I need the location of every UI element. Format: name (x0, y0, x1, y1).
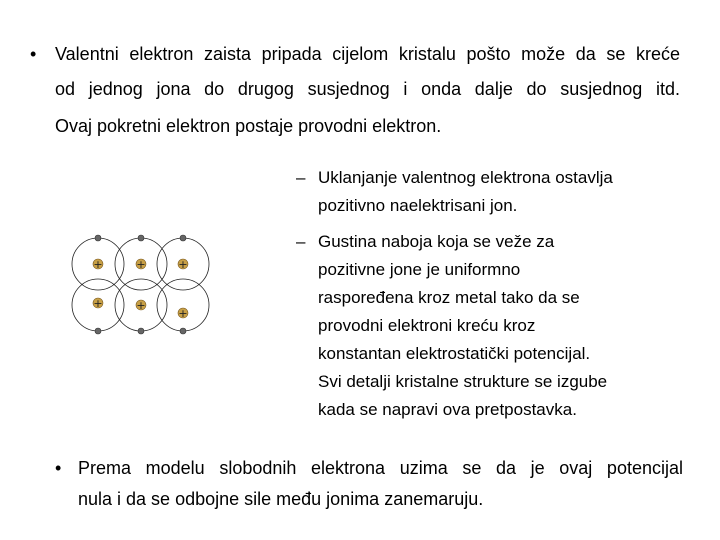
sub2-line3: raspoređena kroz metal tako da se (318, 288, 580, 307)
sub2-line4: provodni elektroni kreću kroz (318, 316, 536, 335)
sub2-line1: Gustina naboja koja se veže za (318, 232, 555, 251)
ion-plus-sign: + (136, 299, 146, 312)
bullet-marker: • (55, 458, 62, 478)
sub1-line1: Uklanjanje valentnog elektrona ostavlja (318, 168, 613, 187)
bullet1-line3: Ovaj pokretni elektron postaje provodni elektron. (55, 116, 442, 136)
bullet1-line1: Valentni elektron zaista pripada cijelom kristalu pošto može da se kreće (55, 44, 680, 64)
sub2-line7: kada se napravi ova pretpostavka. (318, 400, 577, 419)
ion-plus-sign: + (136, 258, 146, 271)
ion-plus-sign: + (178, 307, 188, 320)
electron-dot (180, 328, 186, 334)
electron-dot (95, 328, 101, 334)
ion-plus-sign: + (178, 258, 188, 271)
sub2-line2: pozitivne jone je uniformno (318, 260, 521, 279)
bullet2-line1: Prema modelu slobodnih elektrona uzima se da je ovaj potencijal (78, 458, 683, 478)
sub-bullet-marker: – (296, 168, 306, 187)
bullet-marker: • (30, 44, 37, 64)
electron-dot (138, 235, 144, 241)
ion-plus-sign: + (93, 258, 103, 271)
electron-dot (138, 328, 144, 334)
electron-dot (180, 235, 186, 241)
ion-plus-sign: + (93, 297, 103, 310)
orbit-circle (157, 279, 209, 331)
bullet2-line2: nula i da se odbojne sile među jonima zanemaruju. (78, 489, 484, 509)
bullet1-line2: od jednog jona do drugog susjednog i onda dalje do susjednog itd. (55, 79, 680, 99)
crystal-lattice-diagram (70, 228, 220, 338)
sub2-line6: Svi detalji kristalne strukture se izgube (318, 372, 608, 391)
sub-bullet-marker: – (296, 232, 306, 251)
electron-dot (95, 235, 101, 241)
sub2-line5: konstantan elektrostatički potencijal. (318, 344, 591, 363)
sub1-line2: pozitivno naelektrisani jon. (318, 196, 518, 215)
